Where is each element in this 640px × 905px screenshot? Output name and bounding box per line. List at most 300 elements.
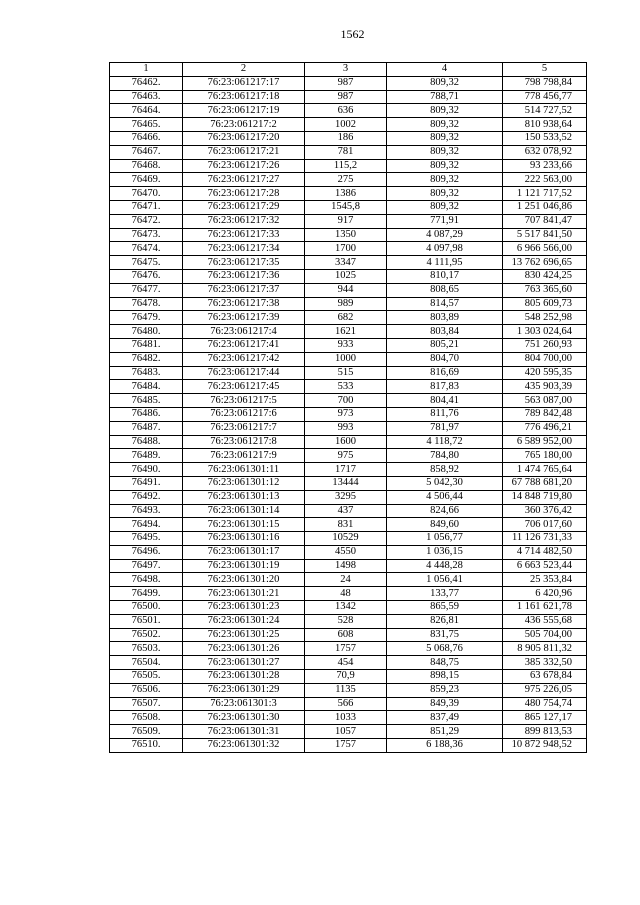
table-row <box>110 242 587 256</box>
table-row <box>110 725 587 739</box>
cadastral-number-cell: 76:23:061217:38 <box>183 297 305 311</box>
cadastral-value-cell: 420 595,35 <box>503 366 587 380</box>
page-number: 1562 <box>340 27 365 41</box>
area-cell: 454 <box>305 656 387 670</box>
row-number-cell: 76487. <box>110 421 183 435</box>
specific-value-cell: 811,76 <box>387 407 503 421</box>
specific-value-cell: 809,32 <box>387 187 503 201</box>
cadastral-number-cell: 76:23:061217:39 <box>183 311 305 325</box>
cadastral-value-cell: 1 161 621,78 <box>503 601 587 615</box>
area-cell: 1600 <box>305 435 387 449</box>
specific-value-cell: 788,71 <box>387 90 503 104</box>
specific-value-cell: 771,91 <box>387 214 503 228</box>
specific-value-cell: 1 056,77 <box>387 532 503 546</box>
table-row <box>110 352 587 366</box>
cadastral-number-cell: 76:23:061217:33 <box>183 228 305 242</box>
area-cell: 3347 <box>305 256 387 270</box>
specific-value-cell: 1 036,15 <box>387 545 503 559</box>
specific-value-cell: 824,66 <box>387 504 503 518</box>
table-row <box>110 407 587 421</box>
area-cell: 10529 <box>305 532 387 546</box>
row-number-cell: 76503. <box>110 642 183 656</box>
table-row <box>110 449 587 463</box>
cadastral-number-cell: 76:23:061301:14 <box>183 504 305 518</box>
row-number-cell: 76497. <box>110 559 183 573</box>
table-row <box>110 104 587 118</box>
specific-value-cell: 6 188,36 <box>387 739 503 753</box>
cadastral-value-cell: 548 252,98 <box>503 311 587 325</box>
area-cell: 1757 <box>305 739 387 753</box>
table-row <box>110 297 587 311</box>
area-cell: 973 <box>305 407 387 421</box>
cadastral-number-cell: 76:23:061217:36 <box>183 269 305 283</box>
cadastral-value-cell: 899 813,53 <box>503 725 587 739</box>
table-row <box>110 614 587 628</box>
cadastral-value-cell: 14 848 719,80 <box>503 490 587 504</box>
area-cell: 987 <box>305 90 387 104</box>
header-cell-1: 1 <box>110 63 183 77</box>
header-cell-4: 4 <box>387 63 503 77</box>
row-number-cell: 76472. <box>110 214 183 228</box>
cadastral-value-cell: 13 762 696,65 <box>503 256 587 270</box>
table-row <box>110 200 587 214</box>
row-number-cell: 76480. <box>110 325 183 339</box>
row-number-cell: 76476. <box>110 269 183 283</box>
table-row <box>110 118 587 132</box>
area-cell: 608 <box>305 628 387 642</box>
specific-value-cell: 837,49 <box>387 711 503 725</box>
cadastral-value-cell: 436 555,68 <box>503 614 587 628</box>
area-cell: 831 <box>305 518 387 532</box>
cadastral-number-cell: 76:23:061217:5 <box>183 394 305 408</box>
table-row <box>110 311 587 325</box>
row-number-cell: 76481. <box>110 338 183 352</box>
cadastral-number-cell: 76:23:061217:4 <box>183 325 305 339</box>
table-row <box>110 587 587 601</box>
area-cell: 275 <box>305 173 387 187</box>
cadastral-value-cell: 385 332,50 <box>503 656 587 670</box>
area-cell: 1000 <box>305 352 387 366</box>
table-body <box>110 76 587 752</box>
area-cell: 48 <box>305 587 387 601</box>
cadastral-number-cell: 76:23:061301:19 <box>183 559 305 573</box>
cadastral-number-cell: 76:23:061301:31 <box>183 725 305 739</box>
specific-value-cell: 826,81 <box>387 614 503 628</box>
row-number-cell: 76507. <box>110 697 183 711</box>
row-number-cell: 76510. <box>110 739 183 753</box>
table-row <box>110 325 587 339</box>
row-number-cell: 76466. <box>110 131 183 145</box>
cadastral-number-cell: 76:23:061301:12 <box>183 476 305 490</box>
specific-value-cell: 5 042,30 <box>387 476 503 490</box>
cadastral-number-cell: 76:23:061301:15 <box>183 518 305 532</box>
specific-value-cell: 803,89 <box>387 311 503 325</box>
row-number-cell: 76504. <box>110 656 183 670</box>
area-cell: 13444 <box>305 476 387 490</box>
cadastral-number-cell: 76:23:061301:20 <box>183 573 305 587</box>
table-row <box>110 559 587 573</box>
cadastral-value-cell: 4 714 482,50 <box>503 545 587 559</box>
specific-value-cell: 1 056,41 <box>387 573 503 587</box>
specific-value-cell: 809,32 <box>387 76 503 90</box>
specific-value-cell: 4 448,28 <box>387 559 503 573</box>
cadastral-value-cell: 93 233,66 <box>503 159 587 173</box>
cadastral-value-cell: 150 533,52 <box>503 131 587 145</box>
area-cell: 1350 <box>305 228 387 242</box>
cadastral-number-cell: 76:23:061217:29 <box>183 200 305 214</box>
table-row <box>110 490 587 504</box>
specific-value-cell: 810,17 <box>387 269 503 283</box>
cadastral-number-cell: 76:23:061301:23 <box>183 601 305 615</box>
cadastral-number-cell: 76:23:061217:18 <box>183 90 305 104</box>
specific-value-cell: 809,32 <box>387 104 503 118</box>
area-cell: 1135 <box>305 683 387 697</box>
area-cell: 1057 <box>305 725 387 739</box>
cadastral-value-cell: 10 872 948,52 <box>503 739 587 753</box>
table-row <box>110 394 587 408</box>
specific-value-cell: 781,97 <box>387 421 503 435</box>
area-cell: 1002 <box>305 118 387 132</box>
table-row <box>110 670 587 684</box>
row-number-cell: 76469. <box>110 173 183 187</box>
cadastral-value-cell: 789 842,48 <box>503 407 587 421</box>
row-number-cell: 76463. <box>110 90 183 104</box>
cadastral-number-cell: 76:23:061217:41 <box>183 338 305 352</box>
specific-value-cell: 831,75 <box>387 628 503 642</box>
cadastral-number-cell: 76:23:061217:20 <box>183 131 305 145</box>
cadastral-number-cell: 76:23:061217:7 <box>183 421 305 435</box>
cadastral-value-cell: 765 180,00 <box>503 449 587 463</box>
area-cell: 24 <box>305 573 387 587</box>
area-cell: 987 <box>305 76 387 90</box>
cadastral-number-cell: 76:23:061301:13 <box>183 490 305 504</box>
row-number-cell: 76486. <box>110 407 183 421</box>
cadastral-value-cell: 563 087,00 <box>503 394 587 408</box>
cadastral-number-cell: 76:23:061217:42 <box>183 352 305 366</box>
area-cell: 933 <box>305 338 387 352</box>
table-row <box>110 601 587 615</box>
table-row <box>110 366 587 380</box>
area-cell: 437 <box>305 504 387 518</box>
area-cell: 1498 <box>305 559 387 573</box>
table-row <box>110 421 587 435</box>
area-cell: 186 <box>305 131 387 145</box>
cadastral-number-cell: 76:23:061301:11 <box>183 463 305 477</box>
specific-value-cell: 133,77 <box>387 587 503 601</box>
specific-value-cell: 5 068,76 <box>387 642 503 656</box>
table-row <box>110 283 587 297</box>
table-row <box>110 545 587 559</box>
area-cell: 944 <box>305 283 387 297</box>
row-number-cell: 76506. <box>110 683 183 697</box>
cadastral-value-cell: 6 663 523,44 <box>503 559 587 573</box>
cadastral-value-cell: 1 251 046,86 <box>503 200 587 214</box>
specific-value-cell: 814,57 <box>387 297 503 311</box>
cadastral-value-cell: 67 788 681,20 <box>503 476 587 490</box>
cadastral-number-cell: 76:23:061301:21 <box>183 587 305 601</box>
area-cell: 1386 <box>305 187 387 201</box>
row-number-cell: 76492. <box>110 490 183 504</box>
area-cell: 1700 <box>305 242 387 256</box>
specific-value-cell: 898,15 <box>387 670 503 684</box>
table-row <box>110 228 587 242</box>
cadastral-value-cell: 865 127,17 <box>503 711 587 725</box>
row-number-cell: 76498. <box>110 573 183 587</box>
table-row <box>110 573 587 587</box>
cadastral-value-cell: 975 226,05 <box>503 683 587 697</box>
specific-value-cell: 849,39 <box>387 697 503 711</box>
cadastral-value-cell: 810 938,64 <box>503 118 587 132</box>
specific-value-cell: 805,21 <box>387 338 503 352</box>
cadastral-number-cell: 76:23:061301:25 <box>183 628 305 642</box>
cadastral-value-cell: 5 517 841,50 <box>503 228 587 242</box>
row-number-cell: 76493. <box>110 504 183 518</box>
cadastral-value-cell: 360 376,42 <box>503 504 587 518</box>
specific-value-cell: 809,32 <box>387 131 503 145</box>
cadastral-value-cell: 480 754,74 <box>503 697 587 711</box>
area-cell: 975 <box>305 449 387 463</box>
row-number-cell: 76484. <box>110 380 183 394</box>
row-number-cell: 76489. <box>110 449 183 463</box>
cadastral-value-cell: 778 456,77 <box>503 90 587 104</box>
area-cell: 1717 <box>305 463 387 477</box>
table-row <box>110 90 587 104</box>
area-cell: 917 <box>305 214 387 228</box>
cadastral-number-cell: 76:23:061217:6 <box>183 407 305 421</box>
specific-value-cell: 809,32 <box>387 173 503 187</box>
row-number-cell: 76475. <box>110 256 183 270</box>
specific-value-cell: 809,32 <box>387 118 503 132</box>
specific-value-cell: 809,32 <box>387 159 503 173</box>
cadastral-number-cell: 76:23:061217:35 <box>183 256 305 270</box>
row-number-cell: 76479. <box>110 311 183 325</box>
table-row <box>110 628 587 642</box>
specific-value-cell: 804,70 <box>387 352 503 366</box>
area-cell: 4550 <box>305 545 387 559</box>
header-cell-5: 5 <box>503 63 587 77</box>
table-row <box>110 159 587 173</box>
area-cell: 989 <box>305 297 387 311</box>
table-row <box>110 256 587 270</box>
table-row <box>110 269 587 283</box>
row-number-cell: 76477. <box>110 283 183 297</box>
cadastral-number-cell: 76:23:061217:32 <box>183 214 305 228</box>
area-cell: 700 <box>305 394 387 408</box>
cadastral-number-cell: 76:23:061301:16 <box>183 532 305 546</box>
row-number-cell: 76485. <box>110 394 183 408</box>
specific-value-cell: 859,23 <box>387 683 503 697</box>
row-number-cell: 76474. <box>110 242 183 256</box>
specific-value-cell: 816,69 <box>387 366 503 380</box>
table-row <box>110 656 587 670</box>
cadastral-value-cell: 505 704,00 <box>503 628 587 642</box>
row-number-cell: 76462. <box>110 76 183 90</box>
cadastral-value-cell: 763 365,60 <box>503 283 587 297</box>
row-number-cell: 76470. <box>110 187 183 201</box>
cadastral-number-cell: 76:23:061301:29 <box>183 683 305 697</box>
cadastral-value-cell: 805 609,73 <box>503 297 587 311</box>
specific-value-cell: 4 087,29 <box>387 228 503 242</box>
row-number-cell: 76471. <box>110 200 183 214</box>
area-cell: 1033 <box>305 711 387 725</box>
cadastral-number-cell: 76:23:061301:27 <box>183 656 305 670</box>
cadastral-value-cell: 11 126 731,33 <box>503 532 587 546</box>
cadastral-number-cell: 76:23:061217:9 <box>183 449 305 463</box>
specific-value-cell: 865,59 <box>387 601 503 615</box>
row-number-cell: 76478. <box>110 297 183 311</box>
specific-value-cell: 784,80 <box>387 449 503 463</box>
cadastral-value-cell: 830 424,25 <box>503 269 587 283</box>
header-cell-2: 2 <box>183 63 305 77</box>
cadastral-number-cell: 76:23:061301:17 <box>183 545 305 559</box>
cadastral-number-cell: 76:23:061217:26 <box>183 159 305 173</box>
table-row <box>110 532 587 546</box>
table-row <box>110 683 587 697</box>
cadastral-number-cell: 76:23:061217:2 <box>183 118 305 132</box>
specific-value-cell: 849,60 <box>387 518 503 532</box>
specific-value-cell: 4 506,44 <box>387 490 503 504</box>
cadastral-value-cell: 798 798,84 <box>503 76 587 90</box>
cadastral-value-cell: 706 017,60 <box>503 518 587 532</box>
specific-value-cell: 858,92 <box>387 463 503 477</box>
cadastral-value-table <box>109 62 587 753</box>
row-number-cell: 76491. <box>110 476 183 490</box>
area-cell: 515 <box>305 366 387 380</box>
row-number-cell: 76494. <box>110 518 183 532</box>
cadastral-number-cell: 76:23:061301:28 <box>183 670 305 684</box>
table-row <box>110 76 587 90</box>
cadastral-value-cell: 6 420,96 <box>503 587 587 601</box>
row-number-cell: 76501. <box>110 614 183 628</box>
specific-value-cell: 808,65 <box>387 283 503 297</box>
header-cell-3: 3 <box>305 63 387 77</box>
row-number-cell: 76490. <box>110 463 183 477</box>
cadastral-value-cell: 6 589 952,00 <box>503 435 587 449</box>
table-row <box>110 711 587 725</box>
row-number-cell: 76467. <box>110 145 183 159</box>
cadastral-number-cell: 76:23:061217:34 <box>183 242 305 256</box>
area-cell: 1545,8 <box>305 200 387 214</box>
row-number-cell: 76468. <box>110 159 183 173</box>
specific-value-cell: 809,32 <box>387 145 503 159</box>
cadastral-value-cell: 1 474 765,64 <box>503 463 587 477</box>
cadastral-number-cell: 76:23:061217:17 <box>183 76 305 90</box>
row-number-cell: 76473. <box>110 228 183 242</box>
table-row <box>110 173 587 187</box>
cadastral-value-cell: 8 905 811,32 <box>503 642 587 656</box>
row-number-cell: 76483. <box>110 366 183 380</box>
specific-value-cell: 803,84 <box>387 325 503 339</box>
cadastral-number-cell: 76:23:061217:37 <box>183 283 305 297</box>
area-cell: 70,9 <box>305 670 387 684</box>
row-number-cell: 76500. <box>110 601 183 615</box>
row-number-cell: 76502. <box>110 628 183 642</box>
table-row <box>110 504 587 518</box>
cadastral-number-cell: 76:23:061217:45 <box>183 380 305 394</box>
specific-value-cell: 809,32 <box>387 200 503 214</box>
area-cell: 1025 <box>305 269 387 283</box>
cadastral-value-cell: 1 303 024,64 <box>503 325 587 339</box>
row-number-cell: 76495. <box>110 532 183 546</box>
cadastral-value-cell: 222 563,00 <box>503 173 587 187</box>
specific-value-cell: 4 097,98 <box>387 242 503 256</box>
table-row <box>110 187 587 201</box>
header-row <box>110 63 587 77</box>
cadastral-value-cell: 25 353,84 <box>503 573 587 587</box>
cadastral-value-cell: 435 903,39 <box>503 380 587 394</box>
table-row <box>110 338 587 352</box>
area-cell: 1342 <box>305 601 387 615</box>
row-number-cell: 76482. <box>110 352 183 366</box>
area-cell: 3295 <box>305 490 387 504</box>
specific-value-cell: 817,83 <box>387 380 503 394</box>
specific-value-cell: 848,75 <box>387 656 503 670</box>
table-row <box>110 739 587 753</box>
specific-value-cell: 804,41 <box>387 394 503 408</box>
cadastral-value-cell: 6 966 566,00 <box>503 242 587 256</box>
table-row <box>110 463 587 477</box>
area-cell: 1757 <box>305 642 387 656</box>
table-row <box>110 476 587 490</box>
table-row <box>110 131 587 145</box>
table-row <box>110 518 587 532</box>
area-cell: 528 <box>305 614 387 628</box>
cadastral-number-cell: 76:23:061217:19 <box>183 104 305 118</box>
cadastral-number-cell: 76:23:061217:8 <box>183 435 305 449</box>
area-cell: 566 <box>305 697 387 711</box>
table-row <box>110 214 587 228</box>
table-row <box>110 642 587 656</box>
row-number-cell: 76465. <box>110 118 183 132</box>
row-number-cell: 76508. <box>110 711 183 725</box>
cadastral-number-cell: 76:23:061217:44 <box>183 366 305 380</box>
table-row <box>110 380 587 394</box>
area-cell: 682 <box>305 311 387 325</box>
cadastral-value-cell: 1 121 717,52 <box>503 187 587 201</box>
row-number-cell: 76464. <box>110 104 183 118</box>
cadastral-number-cell: 76:23:061217:28 <box>183 187 305 201</box>
cadastral-number-cell: 76:23:061301:30 <box>183 711 305 725</box>
cadastral-value-cell: 776 496,21 <box>503 421 587 435</box>
area-cell: 993 <box>305 421 387 435</box>
area-cell: 636 <box>305 104 387 118</box>
specific-value-cell: 851,29 <box>387 725 503 739</box>
cadastral-number-cell: 76:23:061301:32 <box>183 739 305 753</box>
cadastral-value-cell: 632 078,92 <box>503 145 587 159</box>
area-cell: 115,2 <box>305 159 387 173</box>
cadastral-number-cell: 76:23:061217:27 <box>183 173 305 187</box>
row-number-cell: 76509. <box>110 725 183 739</box>
table-row <box>110 697 587 711</box>
cadastral-number-cell: 76:23:061301:26 <box>183 642 305 656</box>
table-row <box>110 145 587 159</box>
area-cell: 1621 <box>305 325 387 339</box>
cadastral-number-cell: 76:23:061301:3 <box>183 697 305 711</box>
cadastral-value-cell: 707 841,47 <box>503 214 587 228</box>
cadastral-value-cell: 63 678,84 <box>503 670 587 684</box>
cadastral-number-cell: 76:23:061301:24 <box>183 614 305 628</box>
row-number-cell: 76496. <box>110 545 183 559</box>
specific-value-cell: 4 118,72 <box>387 435 503 449</box>
cadastral-number-cell: 76:23:061217:21 <box>183 145 305 159</box>
row-number-cell: 76488. <box>110 435 183 449</box>
row-number-cell: 76499. <box>110 587 183 601</box>
row-number-cell: 76505. <box>110 670 183 684</box>
area-cell: 533 <box>305 380 387 394</box>
cadastral-value-cell: 514 727,52 <box>503 104 587 118</box>
specific-value-cell: 4 111,95 <box>387 256 503 270</box>
cadastral-value-cell: 751 260,93 <box>503 338 587 352</box>
